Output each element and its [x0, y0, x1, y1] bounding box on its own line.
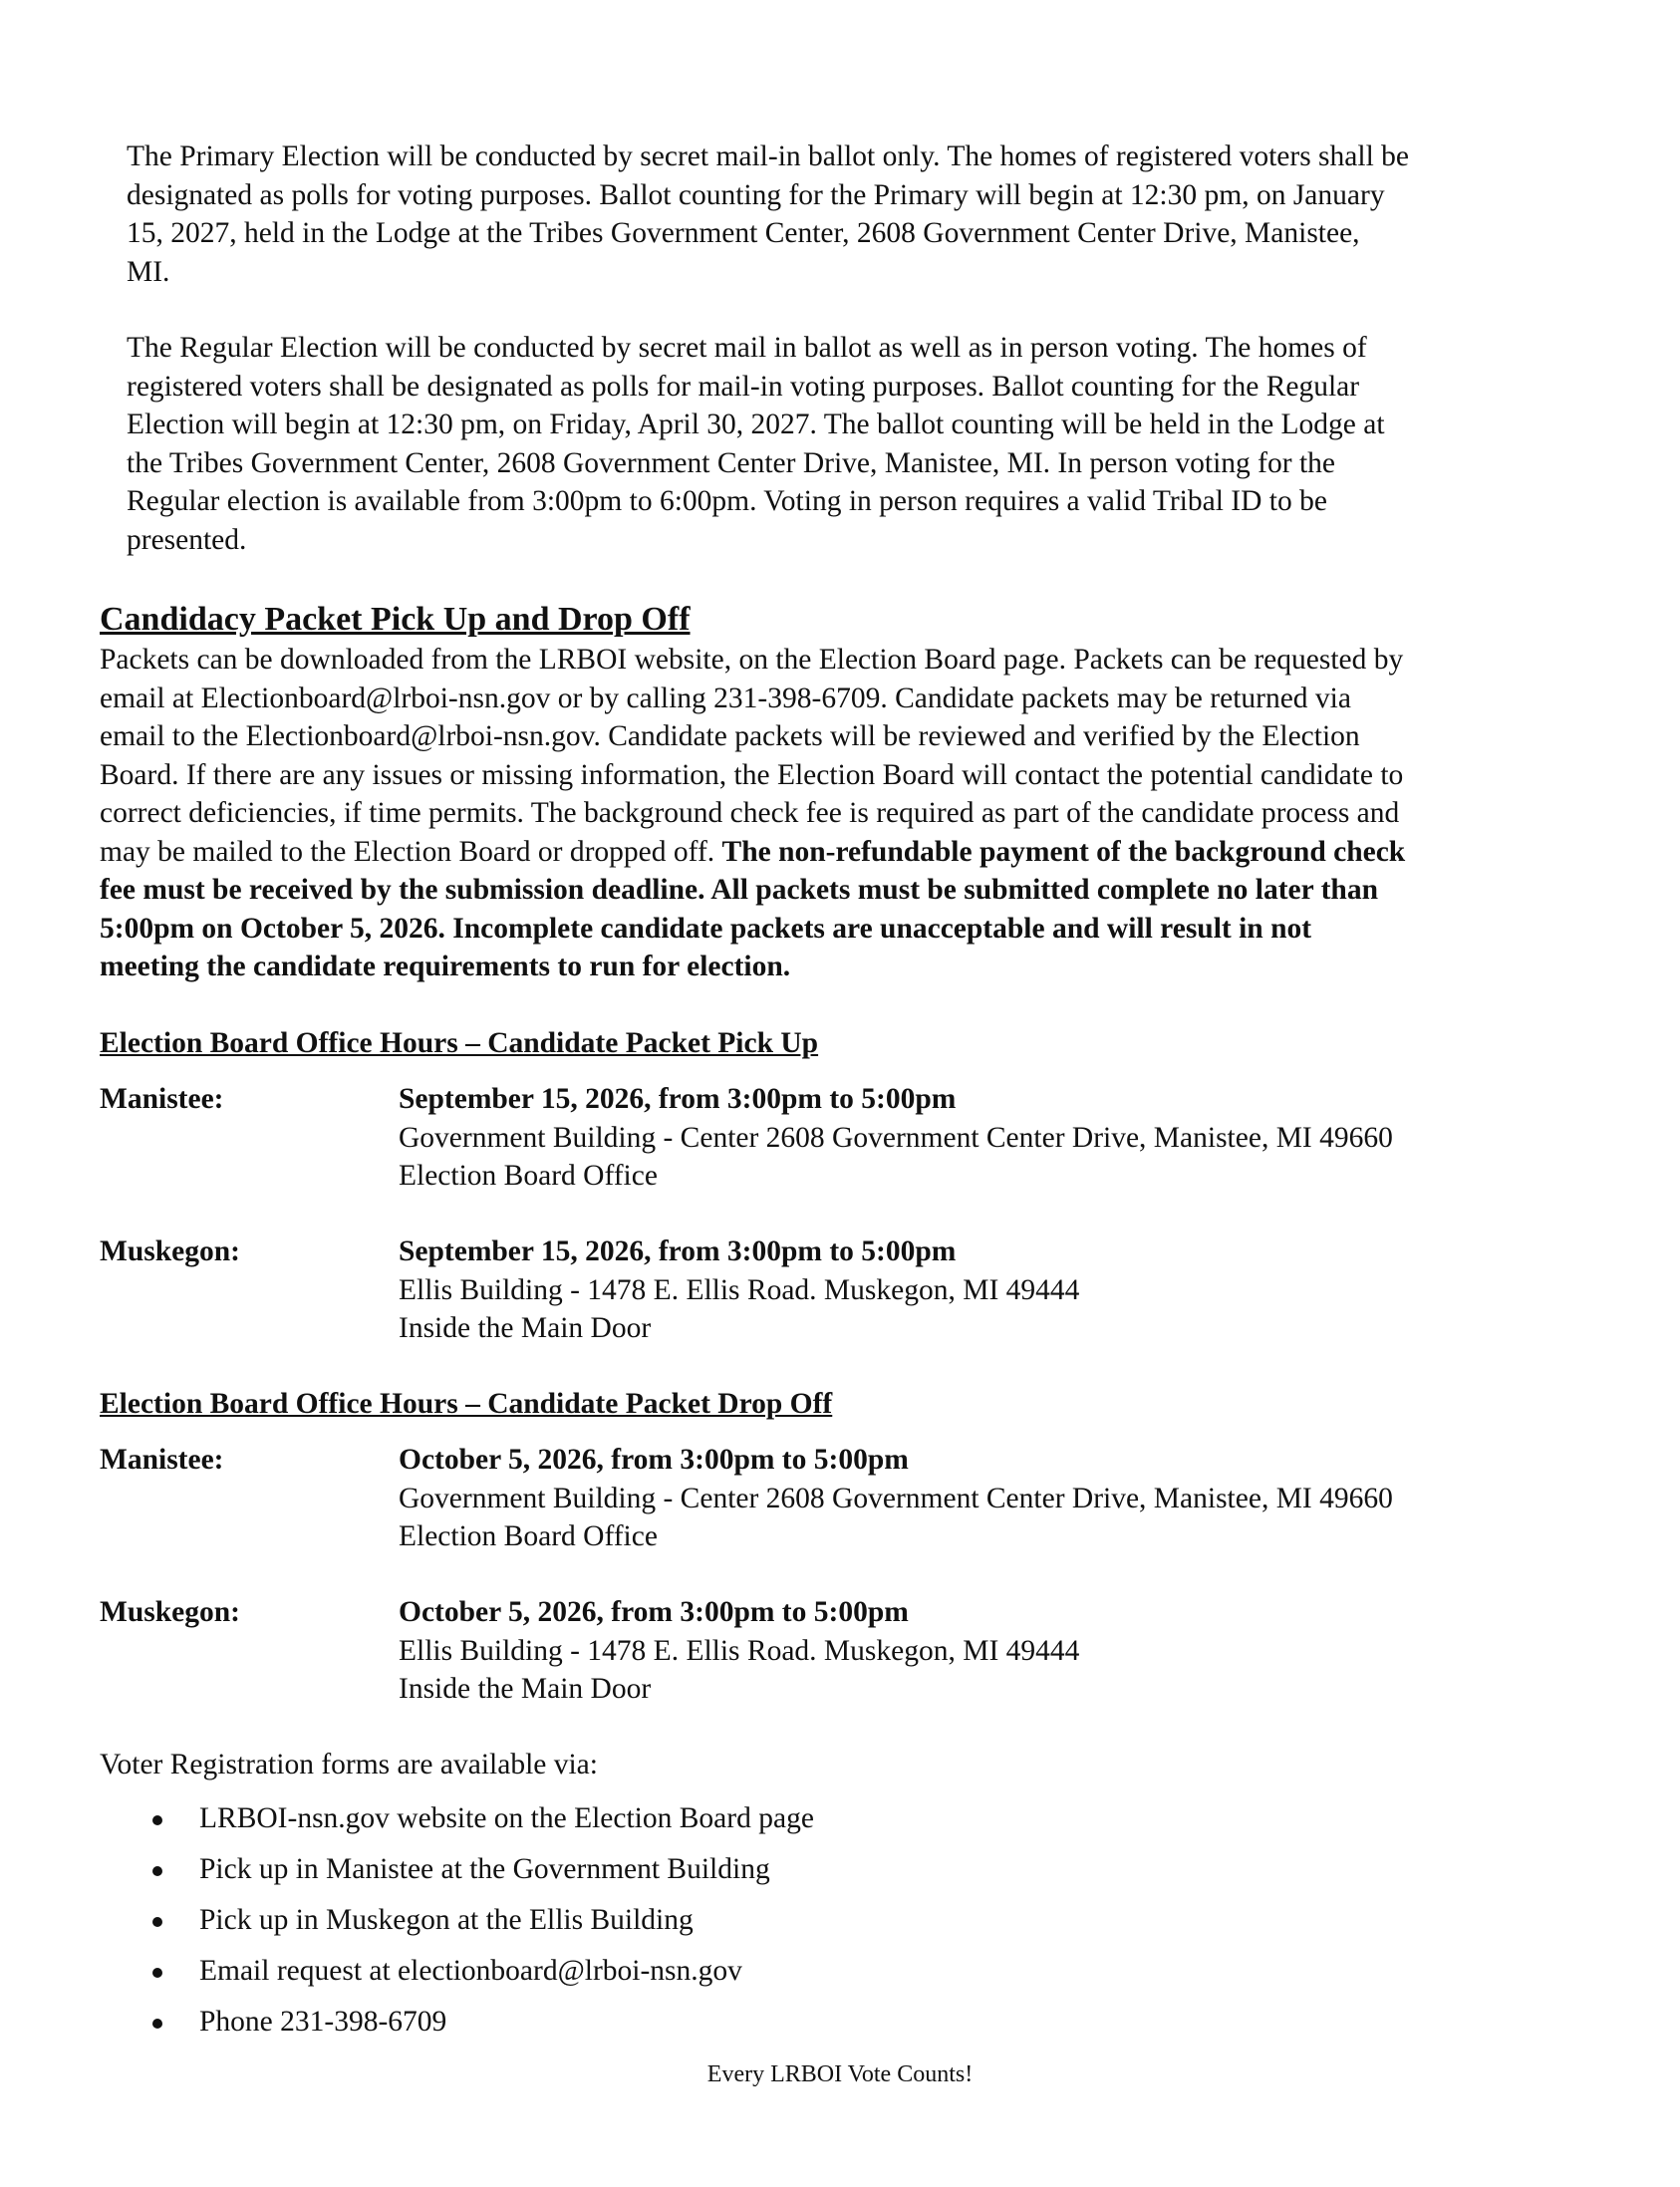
deadline-line: meeting the candidate requirements to run for election. [100, 951, 791, 982]
dropoff-address: Ellis Building - 1478 E. Ellis Road. Muskegon, MI 49444 [399, 1634, 1080, 1667]
bullet-icon [152, 1815, 162, 1825]
candidacy-paragraph [100, 641, 1594, 986]
deadline-line: fee must be received by the submission deadline. All packets must be submitted complete no later than [100, 874, 1378, 906]
list-item [0, 1799, 1680, 1837]
paragraph-line: The Regular Election will be conducted by secret mail in ballot as well as in person voting. The homes of [127, 332, 1367, 364]
voter-registration-intro: Voter Registration forms are available via: [100, 1749, 598, 1780]
paragraph-text: may be mailed to the Election Board or dropped off. [100, 835, 722, 868]
dropoff-hours-heading: Election Board Office Hours – Candidate Packet Drop Off [100, 1388, 833, 1420]
paragraph-line: registered voters shall be designated as polls for mail-in voting purposes. Ballot counting for the Regular [127, 370, 1360, 403]
paragraph-line [100, 833, 1594, 872]
list-item-text: Phone 231-398-6709 [199, 2006, 447, 2038]
pickup-muskegon-details [399, 1232, 1079, 1348]
pickup-note: Election Board Office [399, 1160, 658, 1192]
list-item [0, 1850, 1680, 1888]
pickup-hours-heading: Election Board Office Hours – Candidate Packet Pick Up [100, 1027, 819, 1059]
paragraph-line: email to the Electionboard@lrboi-nsn.gov. Candidate packets will be reviewed and verified by the Election [100, 720, 1360, 752]
bullet-icon [152, 1968, 162, 1978]
paragraph-line: Regular election is available from 3:00pm to 6:00pm. Voting in person requires a valid Tribal ID to be [127, 485, 1327, 517]
paragraph-line: MI. [127, 255, 170, 288]
paragraph-line: correct deficiencies, if time permits. The background check fee is required as part of the candidate process and [100, 797, 1400, 829]
pickup-manistee-label: Manistee: [100, 1083, 224, 1115]
list-item [0, 1901, 1680, 1939]
list-item-text: Email request at electionboard@lrboi-nsn.gov [199, 1955, 742, 1987]
page-footer: Every LRBOI Vote Counts! [706, 2061, 974, 2087]
paragraph-line: email at Electionboard@lrboi-nsn.gov or by calling 231-398-6709. Candidate packets may be returned via [100, 682, 1351, 714]
deadline-emphasis-text: The non-refundable payment of the background check [721, 835, 1406, 868]
bullet-icon [152, 2019, 162, 2029]
dropoff-date: October 5, 2026, from 3:00pm to 5:00pm [399, 1596, 909, 1628]
pickup-note: Inside the Main Door [399, 1312, 652, 1344]
paragraph-line: designated as polls for voting purposes. Ballot counting for the Primary will begin at 12:30 pm, on January [127, 178, 1385, 211]
pickup-address: Ellis Building - 1478 E. Ellis Road. Muskegon, MI 49444 [399, 1273, 1080, 1306]
dropoff-manistee-details [399, 1441, 1393, 1556]
paragraph-line: presented. [127, 523, 247, 556]
paragraph-line: Packets can be downloaded from the LRBOI website, on the Election Board page. Packets can be requested by [100, 644, 1404, 676]
list-item-text: Pick up in Manistee at the Government Building [199, 1853, 770, 1885]
bullet-icon [152, 1866, 162, 1876]
list-item [0, 1952, 1680, 1990]
dropoff-muskegon-label: Muskegon: [100, 1596, 240, 1628]
list-item [0, 2003, 1680, 2041]
dropoff-muskegon-details [399, 1593, 1079, 1709]
bullet-icon [152, 1917, 162, 1927]
paragraph-line: 15, 2027, held in the Lodge at the Tribes Government Center, 2608 Government Center Drive, Manistee, [127, 217, 1360, 249]
dropoff-note: Election Board Office [399, 1520, 658, 1552]
paragraph-line: Election will begin at 12:30 pm, on Friday, April 30, 2027. The ballot counting will be held in the Lodge at [127, 409, 1385, 440]
primary-election-paragraph [127, 137, 1601, 291]
regular-election-paragraph [127, 329, 1601, 559]
dropoff-date: October 5, 2026, from 3:00pm to 5:00pm [399, 1444, 909, 1476]
deadline-line: 5:00pm on October 5, 2026. Incomplete candidate packets are unacceptable and will result in not [100, 912, 1312, 945]
dropoff-address: Government Building - Center 2608 Government Center Drive, Manistee, MI 49660 [399, 1482, 1393, 1514]
pickup-date: September 15, 2026, from 3:00pm to 5:00pm [399, 1235, 957, 1267]
paragraph-line: The Primary Election will be conducted by secret mail-in ballot only. The homes of registered voters shall be [127, 140, 1409, 172]
dropoff-manistee-label: Manistee: [100, 1444, 224, 1476]
list-item-text: Pick up in Muskegon at the Ellis Building [199, 1904, 694, 1936]
pickup-muskegon-label: Muskegon: [100, 1235, 240, 1267]
list-item-text: LRBOI-nsn.gov website on the Election Board page [199, 1802, 814, 1834]
pickup-address: Government Building - Center 2608 Government Center Drive, Manistee, MI 49660 [399, 1121, 1393, 1154]
candidacy-heading: Candidacy Packet Pick Up and Drop Off [100, 601, 691, 638]
pickup-manistee-details [399, 1080, 1393, 1196]
pickup-date: September 15, 2026, from 3:00pm to 5:00pm [399, 1083, 957, 1115]
paragraph-line: the Tribes Government Center, 2608 Government Center Drive, Manistee, MI. In person voting for the [127, 446, 1335, 479]
paragraph-line: Board. If there are any issues or missing information, the Election Board will contact the potential candidate to [100, 758, 1404, 791]
dropoff-note: Inside the Main Door [399, 1673, 652, 1705]
